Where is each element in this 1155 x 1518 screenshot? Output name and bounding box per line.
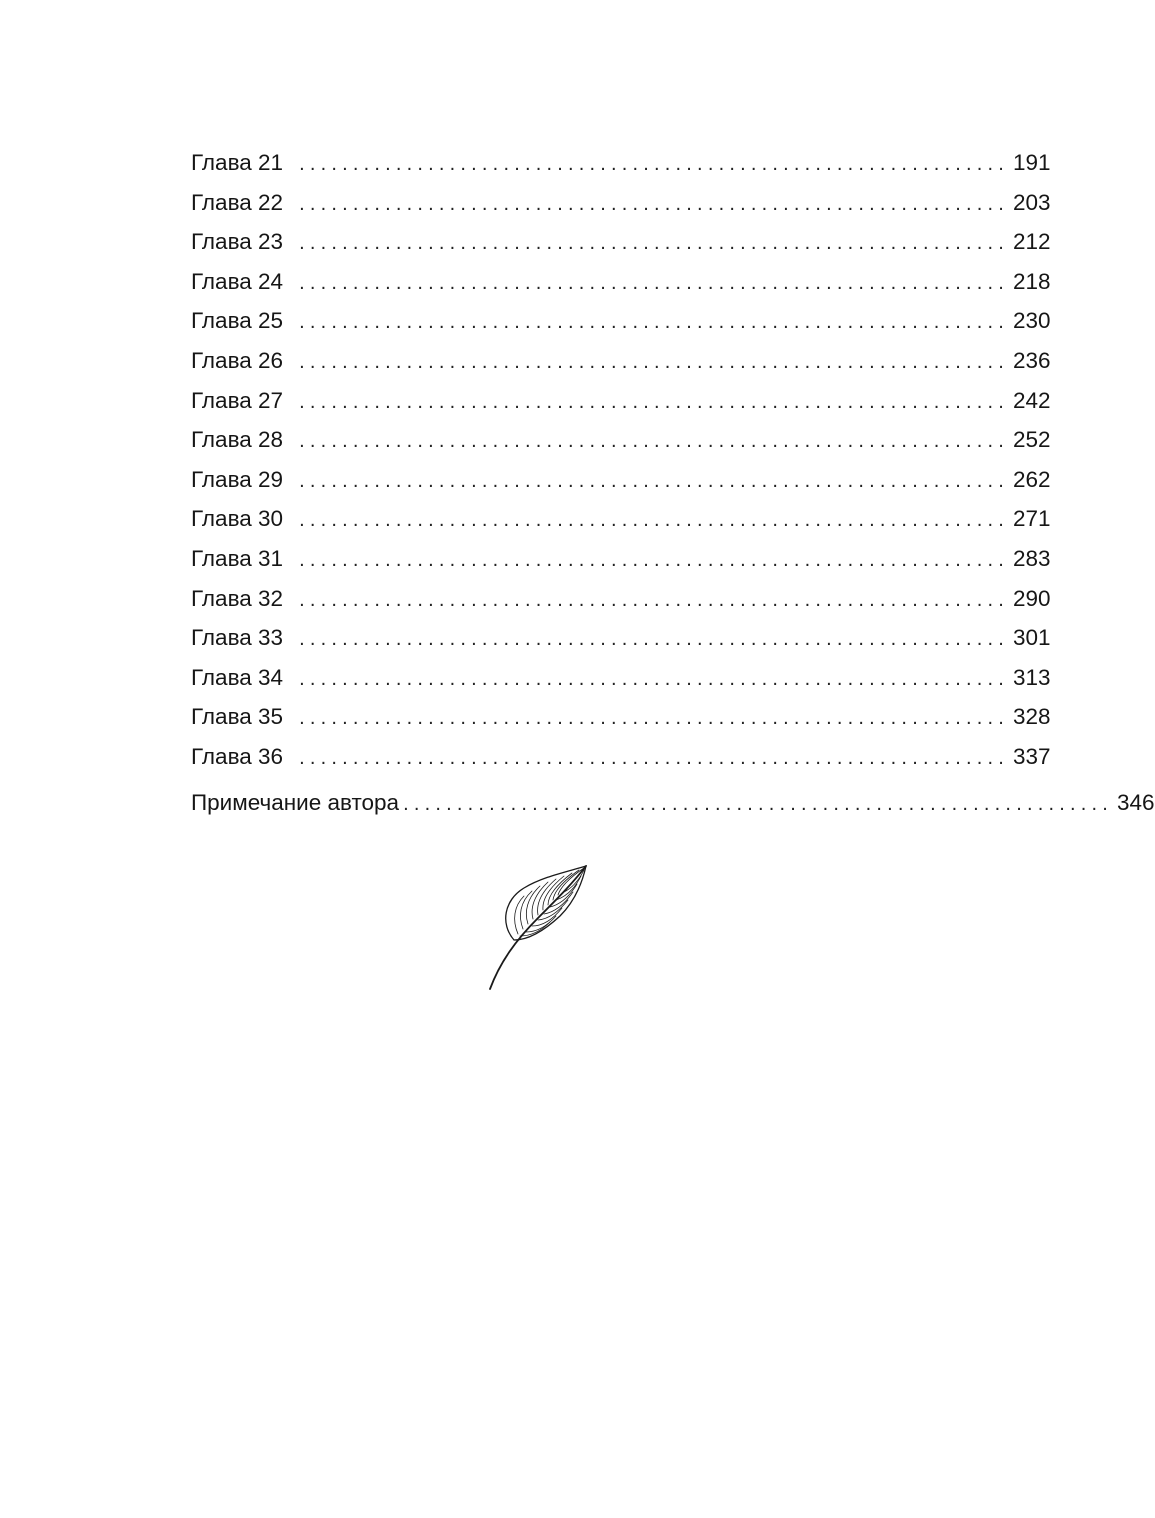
toc-entry-title: Глава 34 [191,664,284,690]
toc-entry-chapter-36[interactable] [191,737,1051,777]
feather-icon [480,862,595,992]
toc-entry-title: Глава 26 [191,347,284,373]
toc-entry-chapter-32[interactable] [191,579,1051,619]
dot-leader: .................................................................. [299,192,1010,215]
toc-entry-chapter-35[interactable] [191,697,1051,737]
toc-entry-chapter-22[interactable] [191,183,1051,223]
toc-entry-chapter-31[interactable] [191,539,1051,579]
toc-entry-author-note[interactable] [191,783,1155,823]
toc-entry-chapter-27[interactable] [191,381,1051,421]
dot-leader: .................................................................. [299,390,1010,413]
toc-entry-title: Глава 23 [191,229,284,255]
toc-entry-page: 283 [1013,545,1051,571]
toc-entry-chapter-33[interactable] [191,618,1051,658]
dot-leader: .................................................................. [299,232,1010,255]
dot-leader: .................................................................. [299,430,1010,453]
dot-leader: .................................................................. [299,746,1010,769]
toc-entry-page: 290 [1013,585,1051,611]
dot-leader: .................................................................. [299,509,1010,532]
toc-entry-title: Глава 21 [191,150,284,175]
toc-entry-title: Глава 27 [191,387,284,413]
dot-leader: .................................................................. [299,548,1010,571]
dot-leader: .................................................................. [299,271,1010,294]
toc-entry-chapter-34[interactable] [191,658,1051,698]
toc-entry-page: 271 [1013,506,1051,532]
dot-leader: .................................................................. [299,628,1010,651]
toc-entry-title: Глава 24 [191,268,284,294]
toc-entry-chapter-30[interactable] [191,499,1051,539]
toc-entry-chapter-28[interactable] [191,420,1051,460]
toc-entry-page: 242 [1013,387,1051,413]
toc-entry-page: 328 [1013,704,1051,730]
toc-entry-page: 252 [1013,427,1051,453]
dot-leader: .................................................................. [299,153,1010,175]
toc-entry-chapter-23[interactable] [191,222,1051,262]
toc-entry-title: Глава 36 [191,743,284,769]
toc-entry-title: Глава 35 [191,704,284,730]
toc-entry-page: 236 [1013,347,1051,373]
toc-entry-page: 218 [1013,268,1051,294]
toc-entry-title: Глава 22 [191,189,284,215]
toc-entry-page: 212 [1013,229,1051,255]
dot-leader: .................................................................. [403,792,1114,815]
toc-entry-chapter-21[interactable] [191,143,1051,183]
toc-entry-page: 191 [1013,150,1051,175]
dot-leader: .................................................................. [299,707,1010,730]
toc-entry-chapter-29[interactable] [191,460,1051,500]
toc-entry-page: 337 [1013,743,1051,769]
toc-entry-page: 313 [1013,664,1051,690]
toc-entry-page: 301 [1013,625,1051,651]
toc-entry-title: Глава 33 [191,625,284,651]
toc-entry-title: Глава 32 [191,585,284,611]
table-of-contents [191,143,1155,822]
dot-leader: .................................................................. [299,667,1010,690]
toc-entry-chapter-26[interactable] [191,341,1051,381]
toc-entry-chapter-24[interactable] [191,262,1051,302]
toc-entry-title: Глава 28 [191,427,284,453]
dot-leader: .................................................................. [299,311,1010,334]
toc-entry-page: 203 [1013,189,1051,215]
toc-entry-title: Глава 31 [191,545,284,571]
toc-entry-title: Глава 30 [191,506,284,532]
toc-entry-title: Примечание автора [191,789,400,815]
toc-entry-page: 346 [1117,789,1155,815]
dot-leader: .................................................................. [299,588,1010,611]
dot-leader: .................................................................. [299,350,1010,373]
toc-entry-page: 262 [1013,466,1051,492]
toc-entry-title: Глава 25 [191,308,284,334]
toc-entry-title: Глава 29 [191,466,284,492]
toc-entry-chapter-25[interactable] [191,301,1051,341]
toc-entry-page: 230 [1013,308,1051,334]
dot-leader: .................................................................. [299,469,1010,492]
